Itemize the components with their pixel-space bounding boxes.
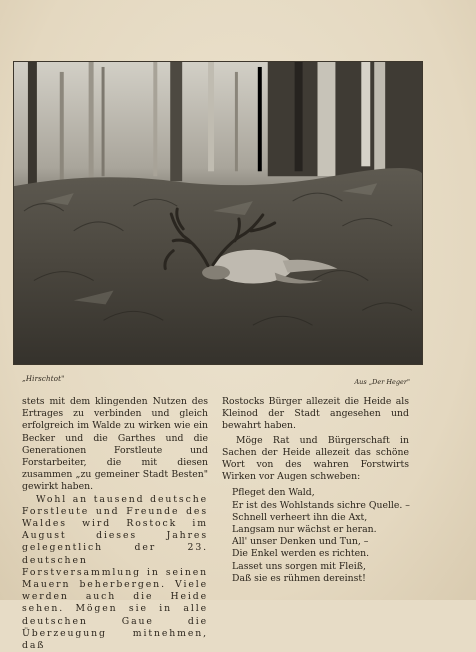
verse-line: Die Enkel werden es richten.: [232, 548, 370, 560]
stag-photo: [13, 61, 423, 365]
paragraph: Wohl an tausend deutsche Forstleute und Freunde des Waldes wird Rostock im August dieses Jahres gelegentlich der 23. deutschen Forstversammlung in seinen Mauern beherbergen. Viele werden auch die Heide sehen. Mögen sie in alle deutschen Gaue die Überzeugung mitnehmen, daß: [22, 493, 208, 652]
verse-block: [222, 487, 409, 585]
verse-line: All' unser Denken und Tun, –: [232, 536, 369, 548]
paragraph: stets mit dem klingenden Nutzen des Ertrages zu verbinden und gleich erfolgreich im Walde zu wirken wie ein Becker und die Garthes und die Generationen Forstleute und Forstarbeiter, die mit diesen zusammen „zu gemeiner Stadt Besten" gewirkt haben.: [22, 396, 208, 493]
text-column-left: [22, 396, 208, 652]
forest-stag-image: [14, 62, 422, 364]
verse-line: Er ist des Wohlstands sichre Quelle. –: [232, 499, 410, 511]
verse-line: Schnell verheert ihn die Axt,: [232, 511, 368, 523]
paragraph: Möge Rat und Bürgerschaft in Sachen der Heide allezeit das schöne Wort von des wahren Forstwirts Wirken vor Augen schweben:: [222, 434, 409, 483]
verse-line: Pfleget den Wald,: [232, 487, 315, 499]
verse-line: Langsam nur wächst er heran.: [232, 524, 377, 536]
verse-line: Daß sie es rühmen dereinst!: [232, 572, 366, 584]
photo-caption-title: „Hirschtot": [22, 375, 65, 383]
photo-caption-source: Aus „Der Heger": [354, 378, 410, 386]
verse-line: Lasset uns sorgen mit Fleiß,: [232, 560, 366, 572]
text-column-right: [222, 396, 409, 585]
paragraph: Rostocks Bürger allezeit die Heide als Kleinod der Stadt angesehen und bewahrt haben.: [222, 396, 409, 432]
